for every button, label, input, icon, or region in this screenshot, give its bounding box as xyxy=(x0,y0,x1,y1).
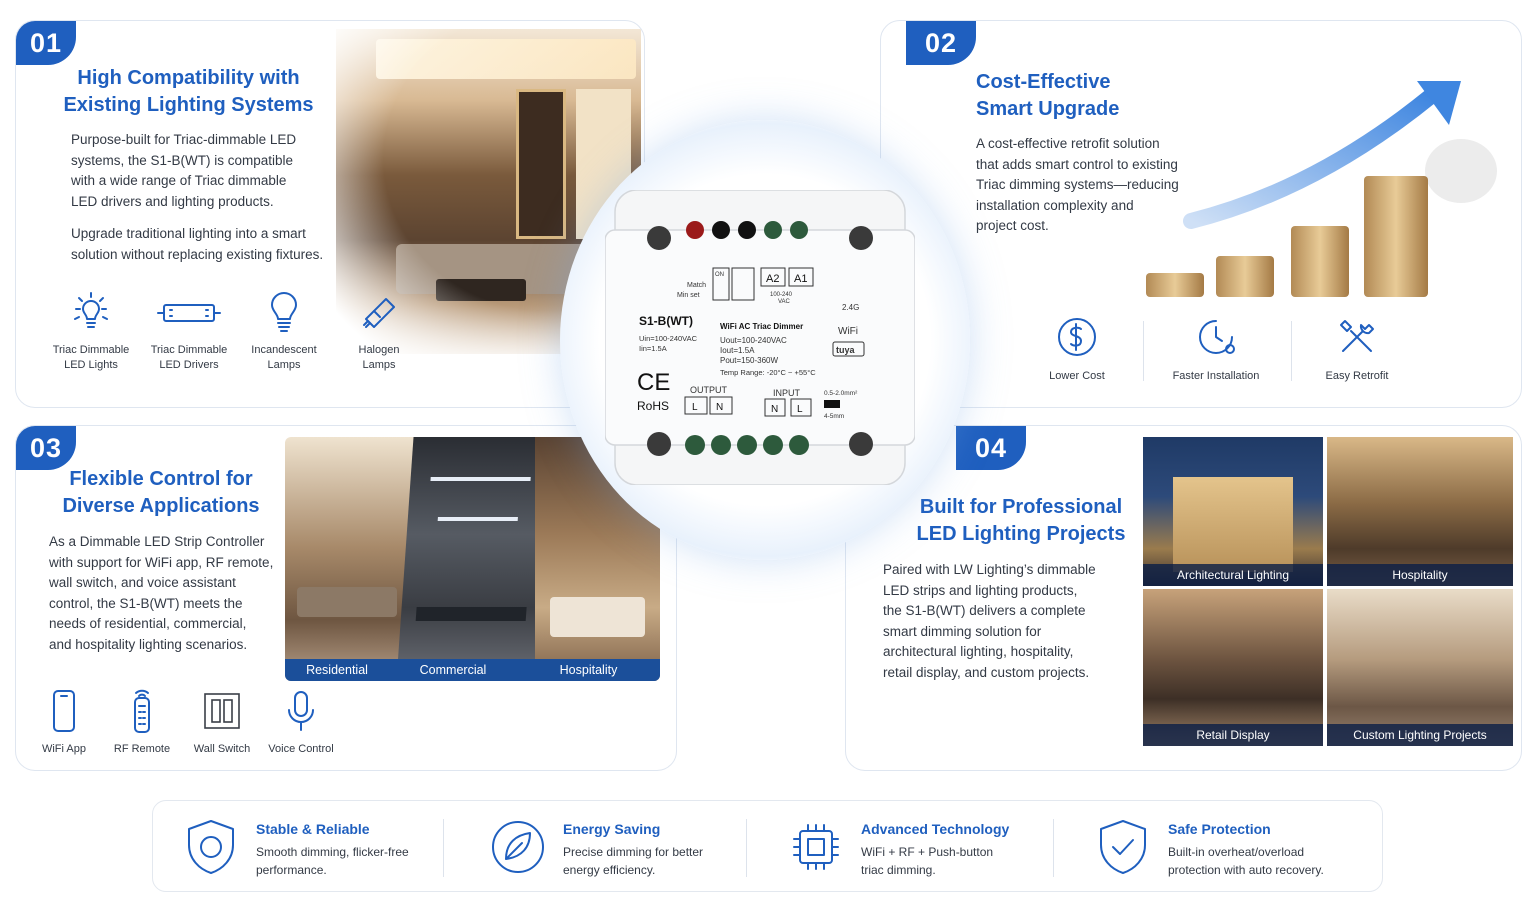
icon-item-halogen: Halogen Lamps xyxy=(331,289,427,373)
wall-switch-icon xyxy=(199,688,245,734)
icon-item-rf-remote: RF Remote xyxy=(94,688,190,757)
panel-title: High Compatibility with Existing Lighting Systems xyxy=(63,67,314,116)
panel-control xyxy=(15,425,677,771)
output-l: L xyxy=(692,402,698,413)
icon-item-easy-retrofit: Easy Retrofit xyxy=(1309,313,1405,384)
a2-label: A2 xyxy=(766,273,780,285)
feature-desc: Built-in overheat/overload protection with auto recovery. xyxy=(1168,845,1324,877)
tile-hospitality xyxy=(1327,437,1513,586)
input-n: N xyxy=(771,404,779,415)
output-n: N xyxy=(716,402,724,413)
rohs-mark: RoHS xyxy=(637,399,670,413)
chip-icon xyxy=(788,817,844,877)
wire-gauge: 0.5-2.0mm² xyxy=(824,390,858,397)
indicator-led xyxy=(686,221,704,239)
panel-cost xyxy=(880,20,1522,408)
icon-item-led-lights: Triac Dimmable LED Lights xyxy=(43,289,139,373)
icon-item-voice-control: Voice Control xyxy=(253,688,349,757)
bulb-led-icon xyxy=(68,289,114,335)
strip-length: 4-5mm xyxy=(824,413,845,420)
separator xyxy=(1143,321,1144,381)
panel-compatibility xyxy=(15,20,645,408)
match-label: Match xyxy=(687,282,707,289)
panel-number: 02 xyxy=(906,21,976,65)
feature-stable xyxy=(153,801,453,893)
panel-title: Cost-Effective Smart Upgrade xyxy=(976,71,1120,120)
device-name: WiFi AC Triac Dimmer xyxy=(720,322,804,331)
tile-custom xyxy=(1327,589,1513,746)
feature-desc: Smooth dimming, flicker-free performance. xyxy=(256,845,409,877)
vac-label: 100-240 xyxy=(770,292,793,298)
spec-uout: Uout=100-240VAC xyxy=(720,336,787,345)
halogen-lamp-icon xyxy=(356,289,402,335)
vac-unit-label: VAC xyxy=(778,299,790,305)
panel-number: 01 xyxy=(16,21,76,65)
panel-number: 04 xyxy=(956,426,1026,470)
panel-body: Paired with LW Lighting’s dimmable LED strips and lighting products, the S1-B(WT) delivers a complete smart dimming solution for architectural lighting, hospitality, retail display, and custom projects. xyxy=(883,562,1096,680)
spec-iin: Iin=1.5A xyxy=(639,344,667,353)
tile-label: Custom Lighting Projects xyxy=(1327,724,1513,746)
tile-label: Retail Display xyxy=(1143,724,1323,746)
icon-item-led-drivers: Triac Dimmable LED Drivers xyxy=(141,289,237,373)
spec-iout: Iout=1.5A xyxy=(720,346,755,355)
panel-title: Built for Professional LED Lighting Projects xyxy=(916,496,1126,545)
separator xyxy=(746,819,747,877)
tile-label: Hospitality xyxy=(1327,564,1513,586)
icon-item-lower-cost: Lower Cost xyxy=(1029,313,1125,384)
model-label: S1-B(WT) xyxy=(639,314,693,328)
feature-technology xyxy=(758,801,1058,893)
on-label: ON xyxy=(715,272,724,278)
separator xyxy=(1053,819,1054,877)
band-label: 2.4G xyxy=(842,303,860,312)
clock-gear-icon xyxy=(1192,313,1240,361)
separator xyxy=(443,819,444,877)
dimmer-device xyxy=(605,190,915,485)
panel-title: Flexible Control for Diverse Applications xyxy=(62,468,260,517)
separator xyxy=(1291,321,1292,381)
icon-item-wifi-app: WiFi App xyxy=(16,688,112,757)
scene-label: Residential xyxy=(306,663,368,677)
panel-body: As a Dimmable LED Strip Controller with support for WiFi app, RF remote, wall switch, and voice assistant control, the S1-B(WT) meets the needs of residential, commercial, and hospitality lighting scenarios. xyxy=(49,534,274,652)
feature-desc: Precise dimming for better energy efficiency. xyxy=(563,845,704,877)
tile-architectural xyxy=(1143,437,1323,586)
check-shield-icon xyxy=(1095,817,1151,877)
remote-icon xyxy=(119,688,165,734)
feature-title: Advanced Technology xyxy=(861,821,1010,837)
feature-title: Stable & Reliable xyxy=(256,821,370,837)
residential-scene xyxy=(285,437,415,681)
feature-protection xyxy=(1065,801,1375,893)
feature-title: Energy Saving xyxy=(563,821,661,837)
wifi-label: WiFi xyxy=(838,326,858,337)
tuya-logo: tuya xyxy=(836,345,855,355)
panel-body: A cost-effective retrofit solution that adds smart control to existing Triac dimming systems—reducing installation complexity and project cost. xyxy=(976,136,1179,233)
spec-pout: Pout=150-360W xyxy=(720,356,779,365)
feature-title: Safe Protection xyxy=(1168,821,1271,837)
coin-growth-illustration xyxy=(1131,51,1516,306)
panel-body: Purpose-built for Triac-dimmable LED systems, the S1-B(WT) is compatible with a wide range of Triac dimmable LED drivers and lighting products. Upgrade traditional lighting into a smart solution without replacing existing fixtures. xyxy=(71,132,324,262)
minset-label: Min set xyxy=(677,292,700,299)
scene-labels xyxy=(285,659,660,681)
dollar-cycle-icon xyxy=(1053,313,1101,361)
scene-label: Commercial xyxy=(419,663,487,677)
feature-energy xyxy=(460,801,760,893)
a1-label: A1 xyxy=(794,273,808,285)
shield-icon xyxy=(183,817,239,877)
input-l: L xyxy=(797,404,803,415)
tile-retail xyxy=(1143,589,1323,746)
icon-item-incandescent: Incandescent Lamps xyxy=(236,289,332,373)
panel-projects xyxy=(845,425,1522,771)
scene-label: Hospitality xyxy=(559,663,618,677)
temp-range: Temp Range: -20°C ~ +55°C xyxy=(720,368,816,377)
ce-mark: CE xyxy=(637,369,671,396)
feature-desc: WiFi + RF + Push-button triac dimming. xyxy=(861,845,994,877)
icon-item-wall-switch: Wall Switch xyxy=(174,688,270,757)
output-label: OUTPUT xyxy=(690,385,727,395)
microphone-icon xyxy=(278,688,324,734)
tile-label: Architectural Lighting xyxy=(1143,564,1323,586)
tools-icon xyxy=(1333,313,1381,361)
phone-icon xyxy=(41,688,87,734)
features-bar xyxy=(152,800,1383,892)
input-label: INPUT xyxy=(773,388,800,398)
driver-icon xyxy=(156,289,222,335)
incandescent-bulb-icon xyxy=(261,289,307,335)
panel-number: 03 xyxy=(16,426,76,470)
icon-item-faster-installation: Faster Installation xyxy=(1166,313,1266,384)
leaf-icon xyxy=(490,817,546,877)
spec-uin: Uin=100-240VAC xyxy=(639,334,698,343)
commercial-scene xyxy=(396,437,553,681)
